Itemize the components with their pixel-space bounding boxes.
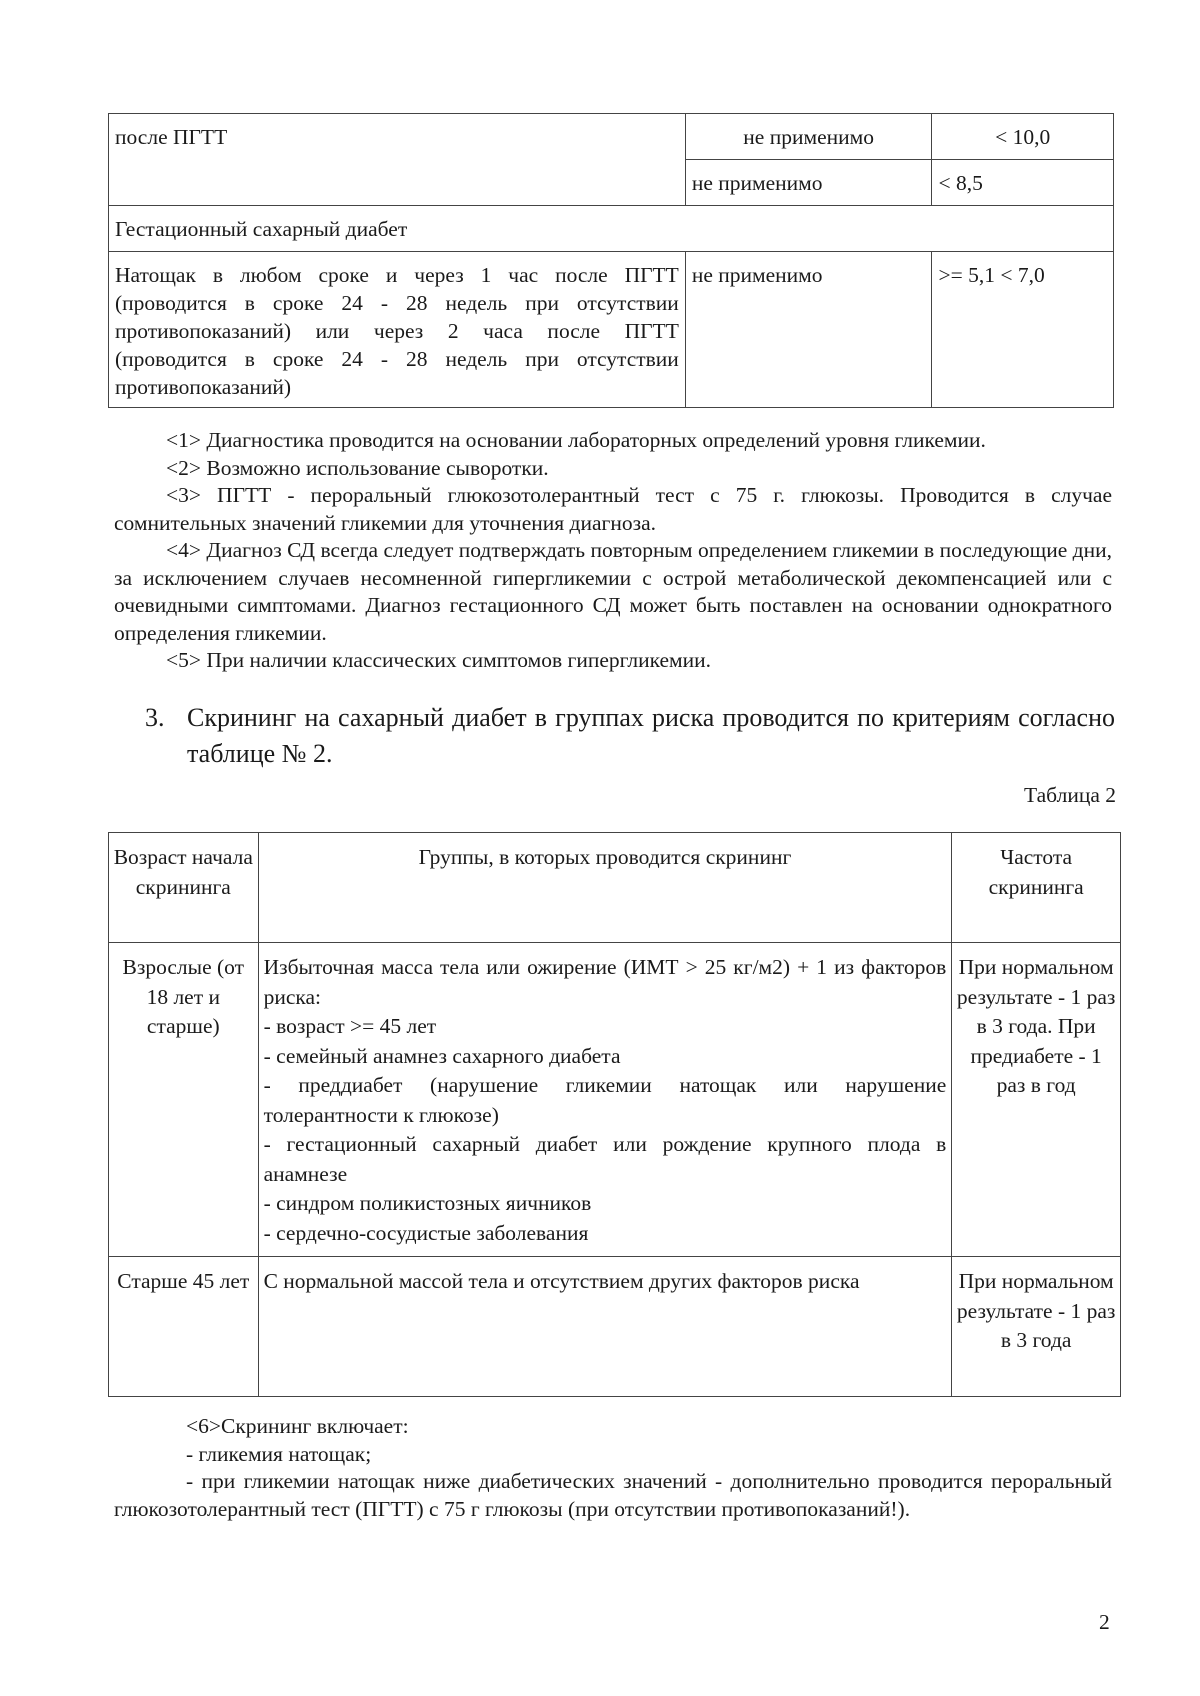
list-item: - возраст >= 45 лет bbox=[263, 1014, 437, 1038]
footnote-1: <1> Диагностика проводится на основании лабораторных определений уровня гликемии. bbox=[166, 428, 986, 452]
table-row bbox=[109, 1257, 1121, 1397]
list-item: С нормальной массой тела и отсутствием других факторов риска bbox=[263, 1269, 860, 1293]
cell-text: < 8,5 bbox=[938, 171, 983, 195]
table-cell bbox=[685, 252, 932, 408]
list-item: - синдром поликистозных яичников bbox=[263, 1191, 592, 1215]
table-row bbox=[109, 206, 1114, 252]
list-item: Избыточная масса тела или ожирение (ИМТ > 25 кг/м2) + 1 из факторов риска: bbox=[263, 955, 947, 1009]
cell-text: не применимо bbox=[743, 125, 874, 149]
table-2-label: Таблица 2 bbox=[1024, 783, 1116, 807]
cell-text: >= 5,1 < 7,0 bbox=[938, 263, 1045, 287]
section-text: Скрининг на сахарный диабет в группах риска проводится по критериям согласно таблице № 2. bbox=[187, 703, 1115, 768]
footnote-5: <5> При наличии классических симптомов гипергликемии. bbox=[166, 648, 712, 672]
table-row bbox=[109, 943, 1121, 1257]
table-cell-frequency bbox=[952, 943, 1121, 1257]
page-number: 2 bbox=[1099, 1610, 1110, 1634]
section-header-cell bbox=[109, 206, 1114, 252]
header-text: Возраст начала скрининга bbox=[113, 845, 253, 899]
note-2: - гликемия натощак; bbox=[186, 1441, 372, 1466]
table-cell bbox=[109, 114, 686, 206]
header-cell-frequency bbox=[952, 833, 1121, 943]
header-text: Частота скрининга bbox=[988, 845, 1084, 899]
list-item: - семейный анамнез сахарного диабета bbox=[263, 1043, 621, 1068]
screening-table bbox=[108, 832, 1121, 1397]
cell-text: < 10,0 bbox=[995, 125, 1051, 149]
table-cell bbox=[932, 114, 1114, 160]
header-text: Группы, в которых проводится скрининг bbox=[418, 845, 792, 869]
table-cell bbox=[685, 114, 932, 160]
cell-text: Взрослые (от 18 лет и старше) bbox=[122, 955, 245, 1038]
table-row bbox=[109, 114, 1114, 160]
table-cell-age bbox=[109, 1257, 259, 1397]
table-cell-age bbox=[109, 943, 259, 1257]
footnote-4: <4> Диагноз СД всегда следует подтверждать повторным определением гликемии в последующие дни, за исключением случаев несомненной гипергликемии с острой метаболической декомпенсацией или с очевидными симптомами. Диагноз гестационного СД может быть поставлен на основании однократного определения гликемии. bbox=[114, 538, 1112, 645]
list-item: - сердечно-сосудистые заболевания bbox=[263, 1220, 589, 1245]
table-row bbox=[109, 252, 1114, 408]
header-cell-groups bbox=[258, 833, 952, 943]
note-1: <6>Скрининг включает: bbox=[186, 1414, 409, 1438]
section-header-text: Гестационный сахарный диабет bbox=[115, 217, 408, 241]
list-item: - гестационный сахарный диабет или рождение крупного плода в анамнезе bbox=[263, 1132, 947, 1186]
footnote-3: <3> ПГТТ - пероральный глюкозотолерантный тест с 75 г. глюкозы. Проводится в случае сомнительных значений гликемии для уточнения диагноза. bbox=[114, 483, 1112, 535]
criteria-table-continuation bbox=[108, 113, 1114, 408]
cell-text: Натощак в любом сроке и через 1 час после ПГТТ (проводится в сроке 24 - 28 недель при отсутствии противопоказаний) или через 2 часа после ПГТТ (проводится в сроке 24 - 28 недель при отсутствии противопоказаний) bbox=[115, 263, 679, 399]
table-cell bbox=[685, 160, 932, 206]
note-3: - при гликемии натощак ниже диабетических значений - дополнительно проводится пероральный глюкозотолерантный тест (ПГТТ) с 75 г глюкозы (при отсутствии противопоказаний!). bbox=[114, 1469, 1112, 1521]
header-cell-age bbox=[109, 833, 259, 943]
footnote-2: <2> Возможно использование сыворотки. bbox=[166, 455, 549, 480]
cell-text: Старше 45 лет bbox=[117, 1269, 250, 1293]
footnotes bbox=[114, 427, 1112, 675]
cell-text: не применимо bbox=[691, 263, 823, 287]
table-cell bbox=[109, 252, 686, 408]
screening-notes bbox=[114, 1413, 1112, 1523]
table-cell bbox=[932, 252, 1114, 408]
section-number: 3. bbox=[145, 703, 165, 732]
table-cell bbox=[932, 160, 1114, 206]
table-cell-groups bbox=[258, 943, 952, 1257]
table-cell-groups bbox=[258, 1257, 952, 1397]
table-header-row bbox=[109, 833, 1121, 943]
cell-text: не применимо bbox=[691, 171, 823, 195]
list-item: - преддиабет (нарушение гликемии натощак или нарушение толерантности к глюкозе) bbox=[263, 1073, 947, 1127]
cell-text: после ПГТТ bbox=[115, 125, 228, 149]
cell-text: При нормальном результате - 1 раз в 3 года bbox=[956, 1269, 1116, 1352]
table-cell-frequency bbox=[952, 1257, 1121, 1397]
cell-text: При нормальном результате - 1 раз в 3 года. При предиабете - 1 раз в год bbox=[956, 955, 1116, 1097]
section-3-heading bbox=[145, 700, 1115, 772]
